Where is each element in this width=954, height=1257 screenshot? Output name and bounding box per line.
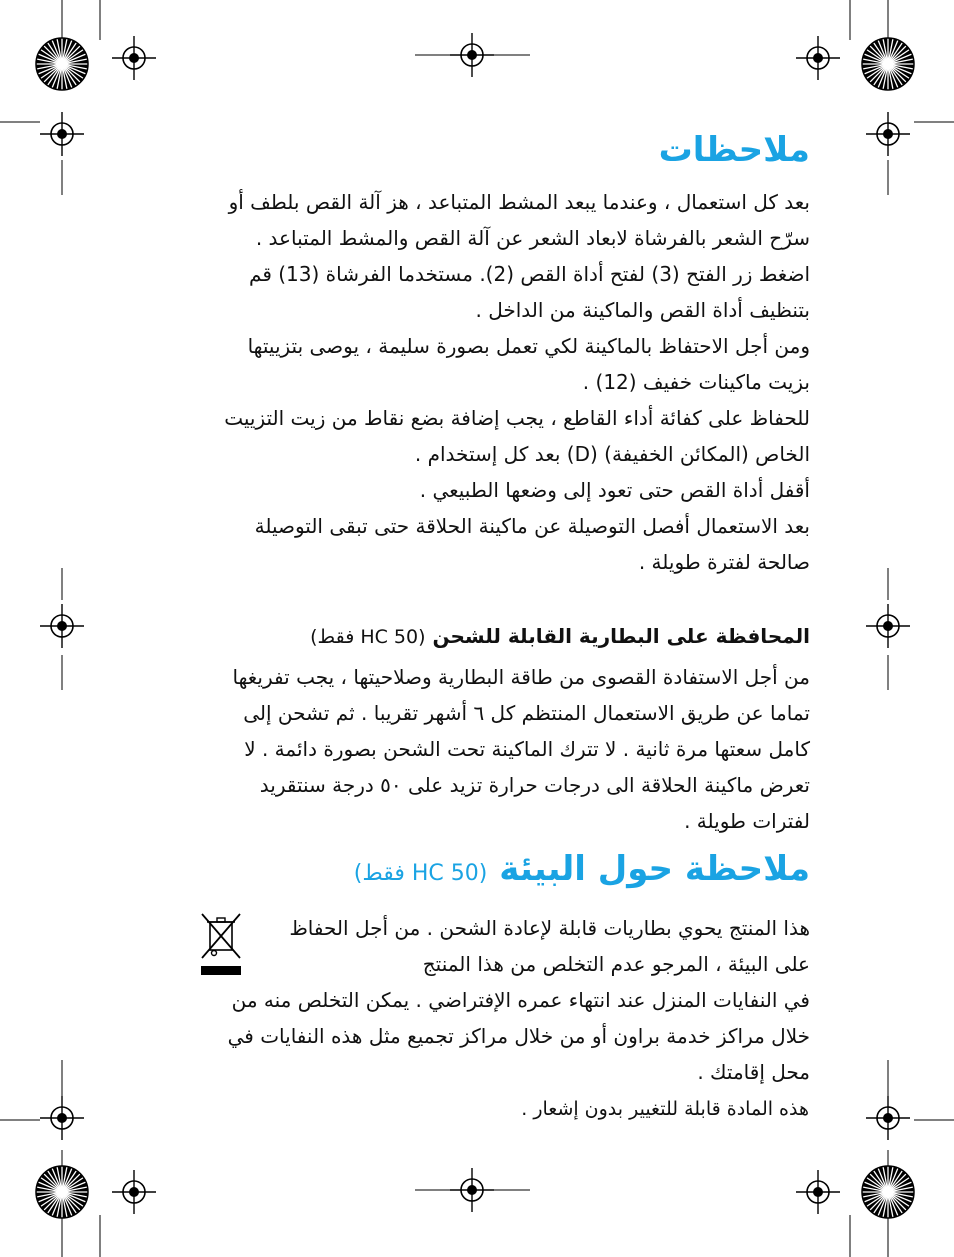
manual-page-content [200, 128, 810, 1090]
environment-title [200, 847, 810, 896]
notes-paragraph-6: بعد الاستعمال أفصل التوصيلة عن ماكينة الحلاقة حتى تبقى التوصيلة صالحة لفترة طويلة . [254, 514, 810, 574]
environment-paragraph-part1: هذا المنتج يحوي بطاريات قابلة لإعادة الشحن . من أجل الحفاظ على البيئة ، المرجو عدم التخلص من هذا المنتج [289, 916, 810, 976]
notes-paragraph-2: اضغط زر الفتح (3) لفتح أداة القص (2). مستخدما الفرشاة (13) قم بتنظيف أداة القص والماكينة من الداخل . [249, 262, 810, 322]
notes-paragraph-4: للحفاظ على كفائة أداء القاطع ، يجب إضافة بضع نقاط من زيت التزييت الخاص (المكائن الخفيفة) (D) بعد كل إستخدام . [224, 406, 810, 466]
notes-paragraph-1: بعد كل استعمال ، وعندما يبعد المشط المتباعد ، هز آلة القص بلطف أو سرّح الشعر بالفرشاة لابعاد الشعر عن آلة القص والمشط المتباعد . [228, 190, 810, 250]
environment-block [200, 910, 810, 1090]
battery-heading-note: (HC 50 فقط) [310, 626, 426, 648]
notes-title: ملاحظات [658, 130, 810, 170]
footer-note: هذه المادة قابلة للتغيير بدون إشعار . [521, 1098, 809, 1120]
battery-heading [200, 620, 810, 653]
environment-title-note: (HC 50 فقط) [353, 861, 488, 886]
environment-title-text: ملاحظة حول البيئة [499, 849, 810, 889]
battery-heading-text: المحافظة على البطارية القابلة للشحن [432, 624, 810, 648]
crossed-out-wheelie-bin-icon [198, 912, 244, 978]
notes-paragraph-3: ومن أجل الاحتفاظ بالماكينة لكي تعمل بصورة سليمة ، يوصى بتزييتها بزيت ماكينات خفيف (12) . [247, 334, 810, 394]
battery-paragraph: من أجل الاستفادة القصوى من طاقة البطارية وصلاحيتها ، يجب تفريغها تماما عن طريق الاستعمال المنتظم كل ٦ أشهر تقريبا . ثم تشحن إلى كامل سعتها مرة ثانية . لا تترك الماكينة تحت الشحن بصورة دائمة . لا تعرض ماكينة الحلاقة الى درجات حرارة تزيد على ٥٠ درجة سنتقريد لفترات طويلة . [232, 665, 810, 833]
environment-paragraph-part2: في النفايات المنزل عند انتهاء عمره الإفتراضي . يمكن التخلص منه من خلال مراكز خدمة براون أو من خلال مراكز تجميع مثل هذه النفايات في محل إقامتك . [227, 988, 810, 1084]
notes-paragraph-5: أقفل أداة القص حتى تعود إلى وضعها الطبيعي . [419, 478, 810, 502]
